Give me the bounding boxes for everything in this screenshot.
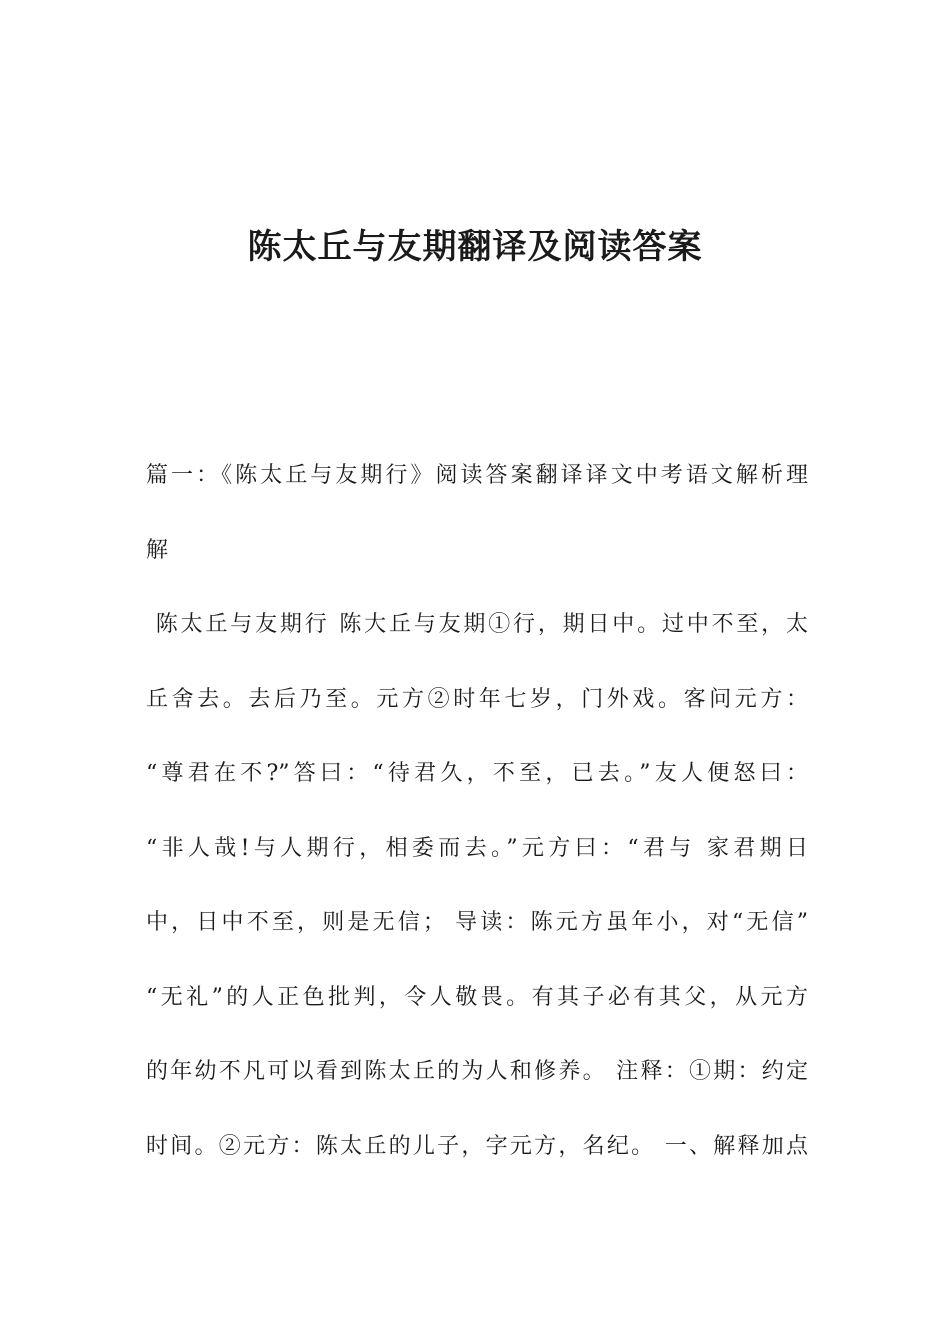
body-line-9: 的年幼不凡可以看到陈太丘的为人和修养。 注释：①期：约定 — [146, 1059, 808, 1084]
document-title: 陈太丘与友期翻译及阅读答案 — [247, 227, 703, 267]
body-line-4: 丘舍去。去后乃至。元方②时年七岁，门外戏。客问元方： — [146, 686, 808, 712]
body-line-6: “非人哉!与人期行，相委而去。”元方曰：“君与 家君期日 — [146, 835, 808, 861]
body-line-1: 篇一：《陈太丘与友期行》阅读答案翻译译文中考语文解析理 — [146, 463, 808, 488]
body-line-3: 陈太丘与友期行 陈大丘与友期①行，期日中。过中不至，太 — [146, 612, 808, 637]
body-line-5: “尊君在不?”答曰：“待君久，不至，已去。”友人便怒曰： — [146, 761, 808, 786]
body-line-8: “无礼”的人正色批判，令人敬畏。有其子必有其父，从元方 — [146, 984, 808, 1010]
document-body — [146, 452, 808, 1197]
body-line-10: 时间。②元方：陈太丘的儿子，字元方，名纪。 一、解释加点 — [146, 1133, 808, 1159]
body-line-7: 中，日中不至，则是无信； 导读：陈元方虽年小，对“无信” — [146, 910, 808, 935]
body-line-2: 解 — [146, 537, 169, 563]
